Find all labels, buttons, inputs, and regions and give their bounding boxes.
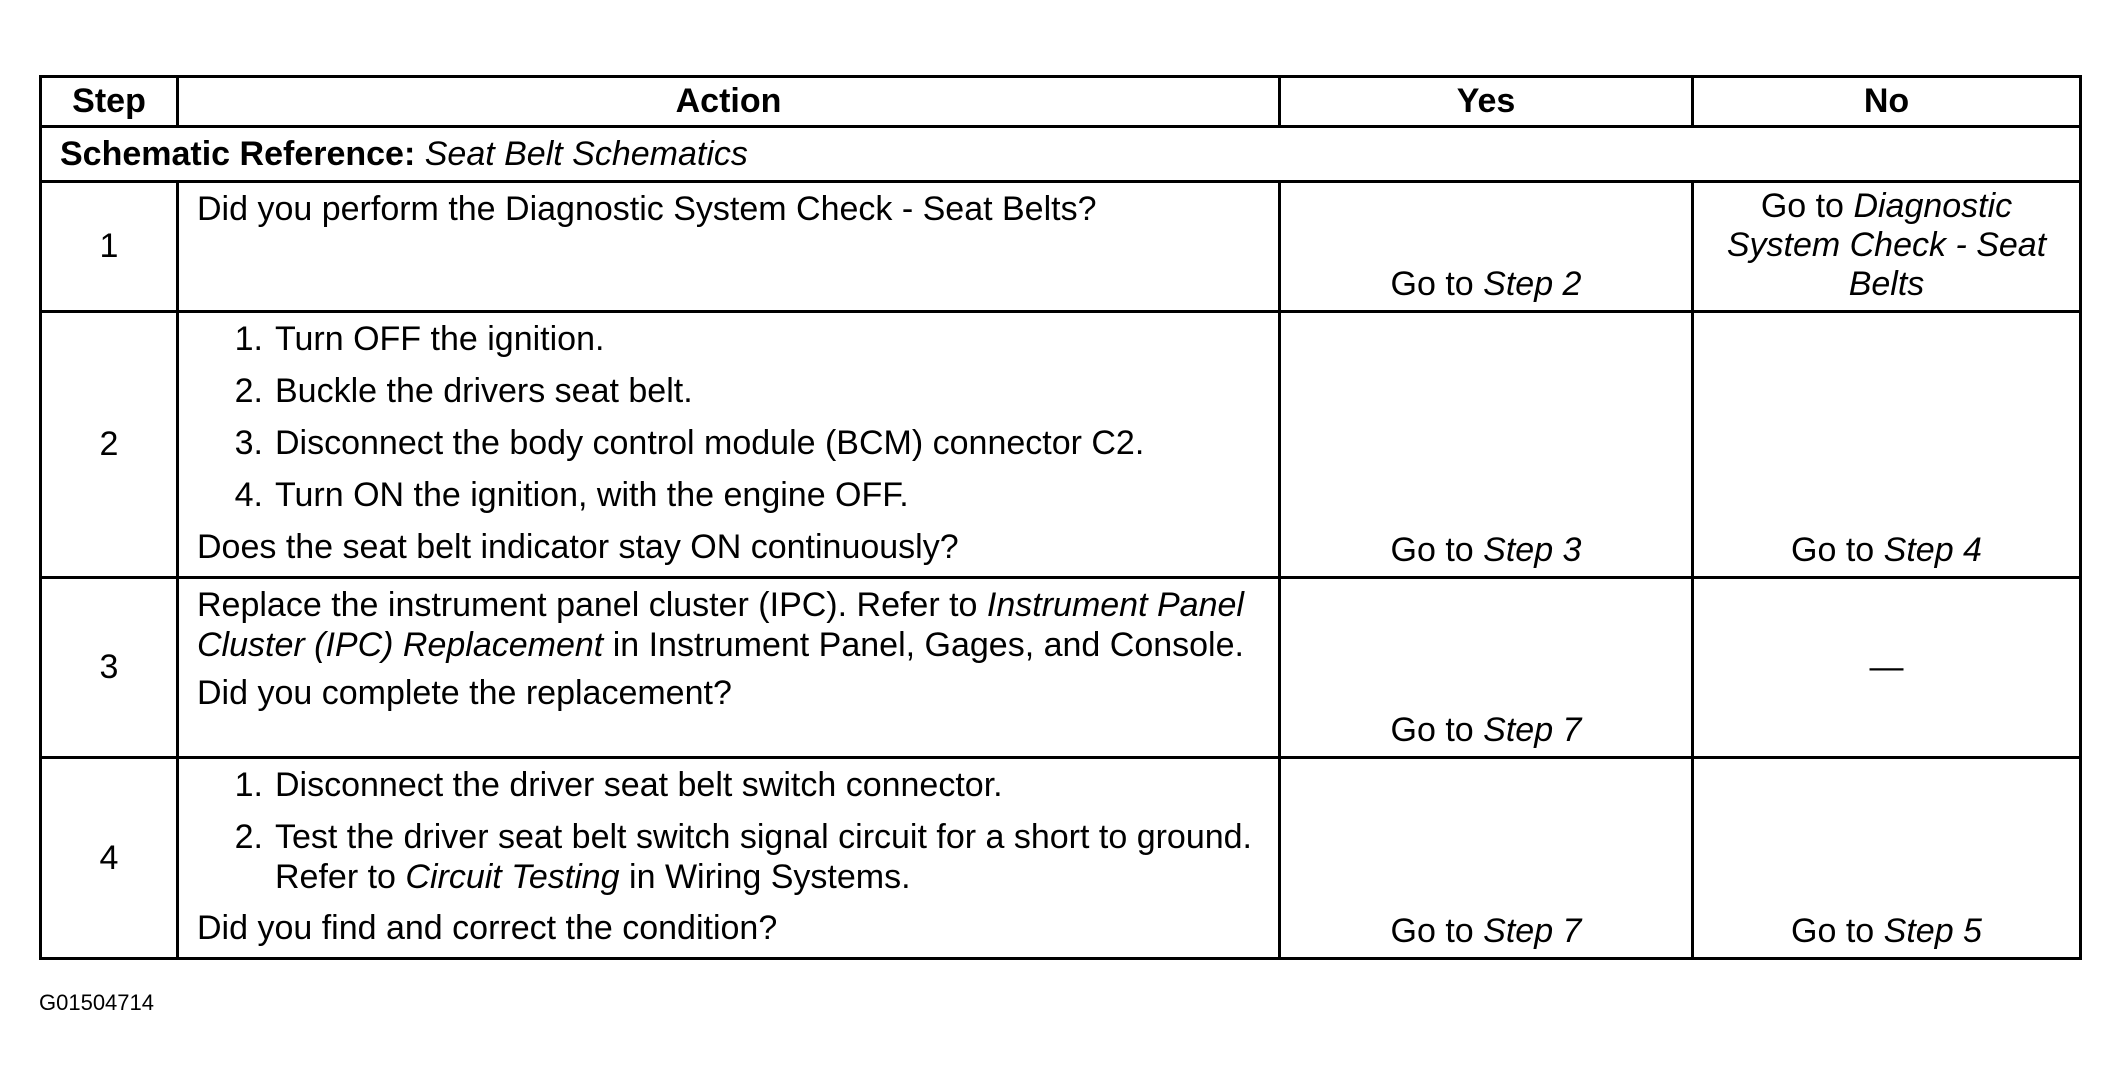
header-step: Step xyxy=(41,77,178,127)
diagnostic-table xyxy=(39,75,2082,960)
substep-text: Disconnect the body control module (BCM) connector C2. xyxy=(275,424,1145,462)
action-question: Did you perform the Diagnostic System Check - Seat Belts? xyxy=(197,190,1097,228)
action-question: Does the seat belt indicator stay ON continuously? xyxy=(197,528,959,566)
substep xyxy=(197,475,1260,516)
action-question: Did you find and correct the condition? xyxy=(197,909,778,947)
no-target: Step 5 xyxy=(1883,912,1982,950)
figure-id: G01504714 xyxy=(39,990,154,1015)
substep xyxy=(197,371,1260,412)
yes-prefix: Go to xyxy=(1390,912,1474,950)
substep-number: 3. xyxy=(234,424,263,462)
no-cell xyxy=(1693,578,2081,758)
yes-prefix: Go to xyxy=(1390,265,1474,303)
schematic-reference-label: Schematic Reference: xyxy=(60,134,416,173)
yes-target: Step 3 xyxy=(1483,531,1582,569)
substep-number: 1. xyxy=(234,320,263,358)
substep xyxy=(197,765,1260,806)
yes-target: Step 7 xyxy=(1483,711,1582,749)
no-value-dash: — xyxy=(1869,648,1904,686)
substep-text: Turn OFF the ignition. xyxy=(275,320,605,358)
action-instruction xyxy=(197,585,1260,665)
substep-text-part: Test the driver seat belt switch signal circuit for a short to ground. Refer to xyxy=(275,818,1253,896)
action-question: Did you complete the replacement? xyxy=(197,674,732,712)
instruction-reference: Instrument Panel Cluster (IPC) Replacement xyxy=(197,586,1244,664)
instruction-text: Replace the instrument panel cluster (IPC). Refer to xyxy=(197,586,978,624)
yes-cell xyxy=(1280,758,1693,959)
step-number: 1 xyxy=(41,182,178,312)
action-cell xyxy=(178,182,1280,312)
action-cell xyxy=(178,312,1280,578)
substep-number: 2. xyxy=(234,818,263,856)
substep-reference: Circuit Testing xyxy=(405,858,620,896)
substep-number: 2. xyxy=(234,372,263,410)
table-row-step-1 xyxy=(41,182,2081,312)
no-target: Diagnostic System Check - Seat Belts xyxy=(1726,187,2047,303)
yes-cell xyxy=(1280,578,1693,758)
header-no: No xyxy=(1693,77,2081,127)
step-number: 2 xyxy=(41,312,178,578)
substep xyxy=(197,319,1260,360)
substep-number: 4. xyxy=(234,476,263,514)
substep-text xyxy=(275,817,1260,897)
yes-target: Step 7 xyxy=(1483,912,1582,950)
table-row-step-3 xyxy=(41,578,2081,758)
instruction-text: in Instrument Panel, Gages, and Console. xyxy=(612,626,1244,664)
substep-text: Turn ON the ignition, with the engine OFF. xyxy=(275,476,909,514)
header-action: Action xyxy=(178,77,1280,127)
step-number: 4 xyxy=(41,758,178,959)
action-cell xyxy=(178,578,1280,758)
substep-text: Disconnect the driver seat belt switch connector. xyxy=(275,766,1003,804)
substep-text-part: in Wiring Systems. xyxy=(629,858,911,896)
yes-prefix: Go to xyxy=(1390,531,1474,569)
yes-cell xyxy=(1280,312,1693,578)
header-yes: Yes xyxy=(1280,77,1693,127)
no-target: Step 4 xyxy=(1883,531,1982,569)
substep xyxy=(197,423,1260,464)
substep-text: Buckle the drivers seat belt. xyxy=(275,372,693,410)
no-cell xyxy=(1693,758,2081,959)
no-prefix: Go to xyxy=(1791,531,1875,569)
action-cell xyxy=(178,758,1280,959)
substep xyxy=(197,817,1260,897)
no-prefix: Go to xyxy=(1760,187,1844,225)
schematic-reference-link: Seat Belt Schematics xyxy=(424,134,748,173)
no-prefix: Go to xyxy=(1791,912,1875,950)
step-number: 3 xyxy=(41,578,178,758)
yes-prefix: Go to xyxy=(1390,711,1474,749)
no-cell xyxy=(1693,182,2081,312)
table-row-step-4 xyxy=(41,758,2081,959)
substep-number: 1. xyxy=(234,766,263,804)
no-cell xyxy=(1693,312,2081,578)
yes-target: Step 2 xyxy=(1483,265,1582,303)
yes-cell xyxy=(1280,182,1693,312)
table-row-step-2 xyxy=(41,312,2081,578)
schematic-reference-row xyxy=(41,127,2081,182)
header-row xyxy=(41,77,2081,127)
